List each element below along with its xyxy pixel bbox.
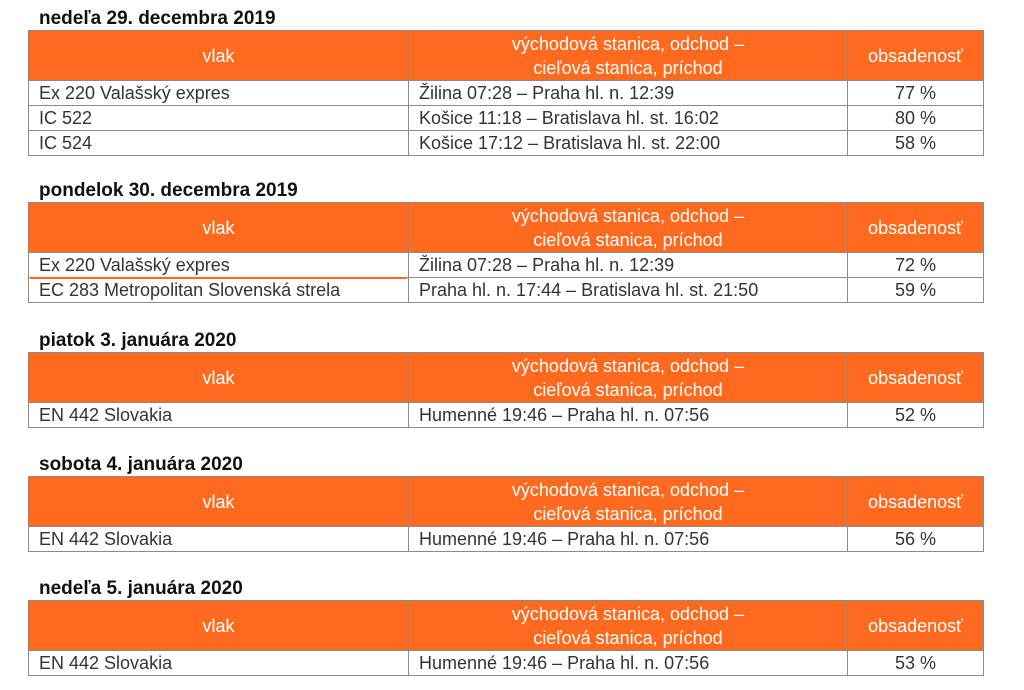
train-cell: IC 522 <box>29 106 409 131</box>
column-header-occupancy: obsadenosť <box>848 31 984 81</box>
column-header-occupancy: obsadenosť <box>848 601 984 651</box>
section-date-heading: nedeľa 5. januára 2020 <box>39 578 243 599</box>
train-cell: EN 442 Slovakia <box>29 527 409 552</box>
occupancy-cell: 53 % <box>848 651 984 676</box>
table-row <box>29 253 984 278</box>
column-header-route <box>409 31 848 81</box>
column-header-train: vlak <box>29 31 409 81</box>
column-header-train: vlak <box>29 601 409 651</box>
route-header-line2: cieľová stanica, príchod <box>533 57 723 78</box>
table-row <box>29 651 984 676</box>
column-header-occupancy: obsadenosť <box>848 477 984 527</box>
route-header-line2: cieľová stanica, príchod <box>533 379 723 400</box>
table-row <box>29 81 984 106</box>
route-header-line2: cieľová stanica, príchod <box>533 229 723 250</box>
table-row <box>29 527 984 552</box>
train-cell: IC 524 <box>29 131 409 156</box>
train-cell: Ex 220 Valašský expres <box>29 253 409 278</box>
occupancy-cell: 77 % <box>848 81 984 106</box>
occupancy-table <box>28 30 984 156</box>
occupancy-cell: 56 % <box>848 527 984 552</box>
occupancy-cell: 59 % <box>848 278 984 303</box>
route-header-line2: cieľová stanica, príchod <box>533 503 723 524</box>
route-cell: Košice 17:12 – Bratislava hl. st. 22:00 <box>409 131 848 156</box>
orange-underline <box>30 277 407 279</box>
column-header-route <box>409 203 848 253</box>
train-cell: Ex 220 Valašský expres <box>29 81 409 106</box>
table-row <box>29 403 984 428</box>
section-date-heading: nedeľa 29. decembra 2019 <box>39 8 276 29</box>
route-cell: Humenné 19:46 – Praha hl. n. 07:56 <box>409 651 848 676</box>
train-cell: EN 442 Slovakia <box>29 403 409 428</box>
column-header-route <box>409 477 848 527</box>
section-date-heading: piatok 3. januára 2020 <box>39 330 237 351</box>
column-header-route <box>409 601 848 651</box>
occupancy-table <box>28 202 984 303</box>
route-header-line1: východová stanica, odchod – <box>511 33 745 54</box>
column-header-occupancy: obsadenosť <box>848 203 984 253</box>
route-cell: Košice 11:18 – Bratislava hl. st. 16:02 <box>409 106 848 131</box>
occupancy-cell: 80 % <box>848 106 984 131</box>
table-row <box>29 278 984 303</box>
route-header-line1: východová stanica, odchod – <box>511 603 745 624</box>
occupancy-table <box>28 600 984 676</box>
occupancy-cell: 72 % <box>848 253 984 278</box>
route-header-line1: východová stanica, odchod – <box>511 479 745 500</box>
route-header-line1: východová stanica, odchod – <box>511 355 745 376</box>
route-cell: Praha hl. n. 17:44 – Bratislava hl. st. 21:50 <box>409 278 848 303</box>
route-cell: Humenné 19:46 – Praha hl. n. 07:56 <box>409 527 848 552</box>
occupancy-cell: 52 % <box>848 403 984 428</box>
route-cell: Žilina 07:28 – Praha hl. n. 12:39 <box>409 253 848 278</box>
train-cell: EC 283 Metropolitan Slovenská strela <box>29 278 409 303</box>
train-cell: EN 442 Slovakia <box>29 651 409 676</box>
section-date-heading: pondelok 30. decembra 2019 <box>39 180 298 201</box>
route-header-line1: východová stanica, odchod – <box>511 205 745 226</box>
column-header-route <box>409 353 848 403</box>
column-header-occupancy: obsadenosť <box>848 353 984 403</box>
route-cell: Žilina 07:28 – Praha hl. n. 12:39 <box>409 81 848 106</box>
occupancy-table <box>28 476 984 552</box>
route-cell: Humenné 19:46 – Praha hl. n. 07:56 <box>409 403 848 428</box>
column-header-train: vlak <box>29 477 409 527</box>
occupancy-table <box>28 352 984 428</box>
column-header-train: vlak <box>29 203 409 253</box>
occupancy-cell: 58 % <box>848 131 984 156</box>
column-header-train: vlak <box>29 353 409 403</box>
table-row <box>29 131 984 156</box>
table-row <box>29 106 984 131</box>
section-date-heading: sobota 4. januára 2020 <box>39 454 243 475</box>
route-header-line2: cieľová stanica, príchod <box>533 627 723 648</box>
